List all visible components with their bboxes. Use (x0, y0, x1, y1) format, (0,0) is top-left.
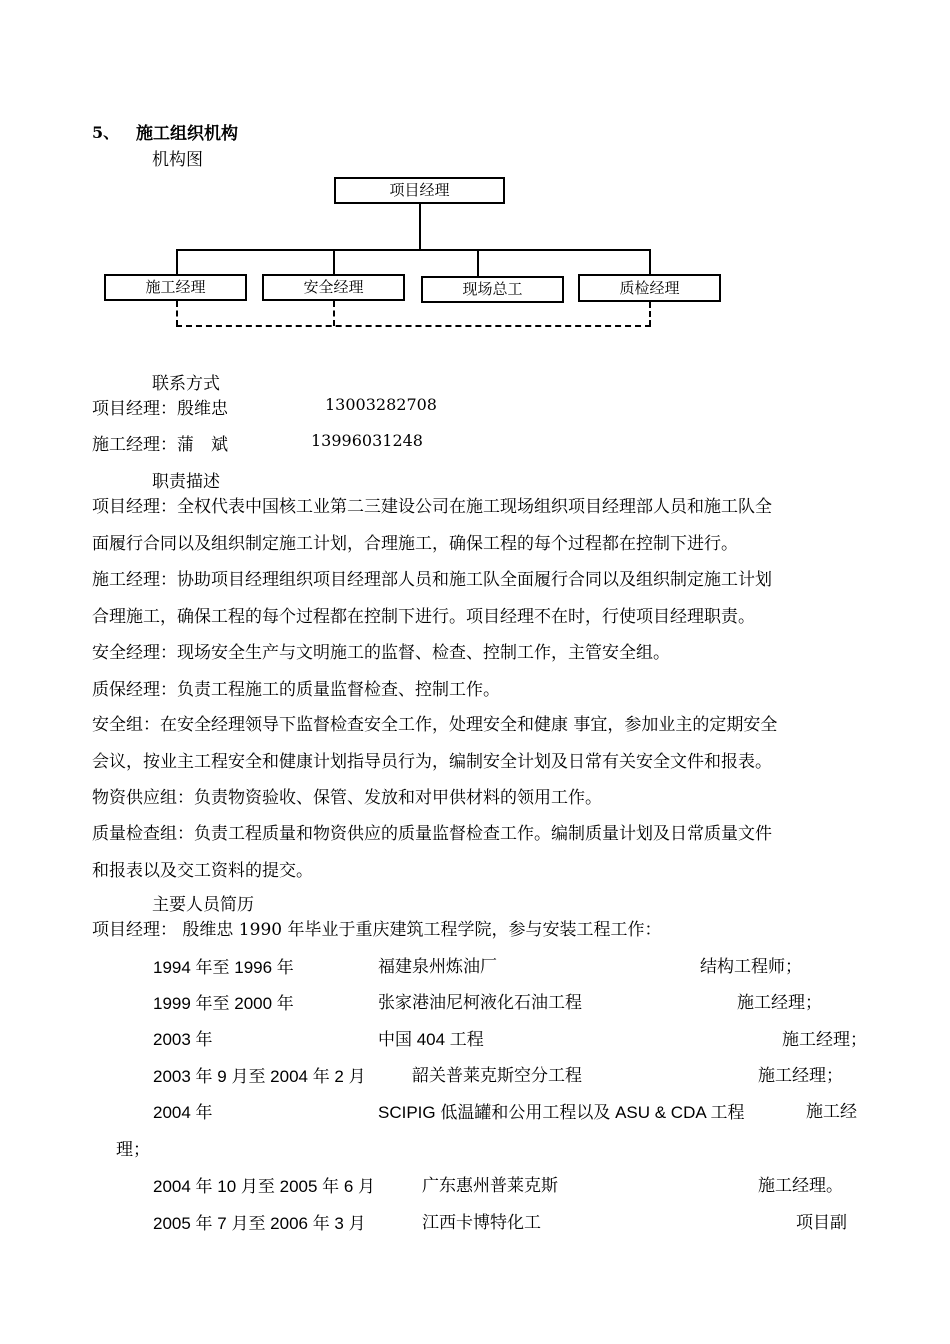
org-connector (176, 249, 178, 274)
resume-period: 2003 年 9 月至 2004 年 2 月 (153, 1067, 366, 1086)
resume-position: 施工经理。 (758, 1176, 843, 1196)
duties-heading: 职责描述 (152, 472, 220, 492)
org-connector (333, 249, 335, 274)
contact-role: 项目经理：殷维忠 (92, 399, 228, 419)
org-connector (649, 249, 651, 274)
org-box-project-manager: 项目经理 (334, 177, 505, 204)
duty-line: 合理施工，确保工程的每个过程都在控制下进行。项目经理不在时，行使项目经理职责。 (92, 607, 755, 627)
org-dashed-link (176, 301, 178, 326)
resume-period: 1994 年至 1996 年 (153, 958, 294, 977)
resume-heading: 主要人员简历 (152, 895, 254, 915)
org-box-construction-manager: 施工经理 (104, 274, 247, 301)
duty-line: 和报表以及交工资料的提交。 (92, 861, 313, 881)
resume-period: 2005 年 7 月至 2006 年 3 月 (153, 1214, 366, 1233)
duty-line: 质量检查组：负责工程质量和物资供应的质量监督检查工作。编制质量计划及日常质量文件 (92, 824, 772, 844)
org-box-quality-manager: 质检经理 (578, 274, 721, 302)
org-box-site-chief-engineer: 现场总工 (421, 276, 564, 303)
org-dashed-link (649, 302, 651, 326)
chart-subtitle: 机构图 (152, 150, 203, 170)
org-connector (477, 249, 479, 276)
resume-period: 2004 年 (153, 1103, 213, 1122)
resume-position: 施工经理； (737, 993, 822, 1013)
resume-position: 施工经 (806, 1102, 857, 1122)
duty-line: 质保经理：负责工程施工的质量监督检查、控制工作。 (92, 680, 500, 700)
resume-period: 1999 年至 2000 年 (153, 994, 294, 1013)
resume-project: 张家港油尼柯液化石油工程 (378, 993, 582, 1013)
resume-period: 2003 年 (153, 1030, 213, 1049)
resume-position: 施工经理； (758, 1066, 843, 1086)
resume-position: 施工经理； (782, 1030, 867, 1050)
org-connector (419, 204, 421, 250)
duty-line: 施工经理：协助项目经理组织项目经理部人员和施工队全面履行合同以及组织制定施工计划 (92, 570, 772, 590)
resume-position: 项目副 (796, 1213, 847, 1233)
resume-position-wrap: 理； (116, 1140, 150, 1160)
duty-line: 面履行合同以及组织制定施工计划，合理施工，确保工程的每个过程都在控制下进行。 (92, 534, 738, 554)
resume-period: 2004 年 10 月至 2005 年 6 月 (153, 1177, 376, 1196)
resume-project: 中国 404 工程 (378, 1030, 484, 1049)
resume-position: 结构工程师； (700, 957, 802, 977)
section-title: 施工组织机构 (136, 124, 238, 144)
resume-intro: 项目经理： 殷维忠 1990 年毕业于重庆建筑工程学院，参与安装工程工作： (92, 920, 662, 940)
resume-project: SCIPIG 低温罐和公用工程以及 ASU & CDA 工程 (378, 1103, 745, 1122)
contact-role: 施工经理：蒲 斌 (92, 435, 228, 455)
contact-phone: 13996031248 (311, 431, 423, 450)
resume-project: 江西卡博特化工 (422, 1213, 541, 1233)
duty-line: 会议，按业主工程安全和健康计划指导员行为，编制安全计划及日常有关安全文件和报表。 (92, 752, 772, 772)
org-connector (176, 249, 651, 251)
org-box-safety-manager: 安全经理 (262, 274, 405, 301)
duty-line: 项目经理：全权代表中国核工业第二三建设公司在施工现场组织项目经理部人员和施工队全 (92, 497, 772, 517)
contact-heading: 联系方式 (152, 374, 220, 394)
org-dashed-link (333, 301, 335, 326)
org-dashed-link (176, 325, 651, 327)
resume-project: 广东惠州普莱克斯 (422, 1176, 558, 1196)
resume-project: 韶关普莱克斯空分工程 (412, 1066, 582, 1086)
duty-line: 物资供应组：负责物资验收、保管、发放和对甲供材料的领用工作。 (92, 788, 602, 808)
duty-line: 安全经理：现场安全生产与文明施工的监督、检查、控制工作，主管安全组。 (92, 643, 670, 663)
contact-phone: 13003282708 (325, 395, 437, 414)
section-number: 5、 (92, 123, 120, 142)
resume-project: 福建泉州炼油厂 (378, 957, 497, 977)
duty-line: 安全组：在安全经理领导下监督检查安全工作，处理安全和健康 事宜，参加业主的定期安全 (92, 715, 778, 735)
